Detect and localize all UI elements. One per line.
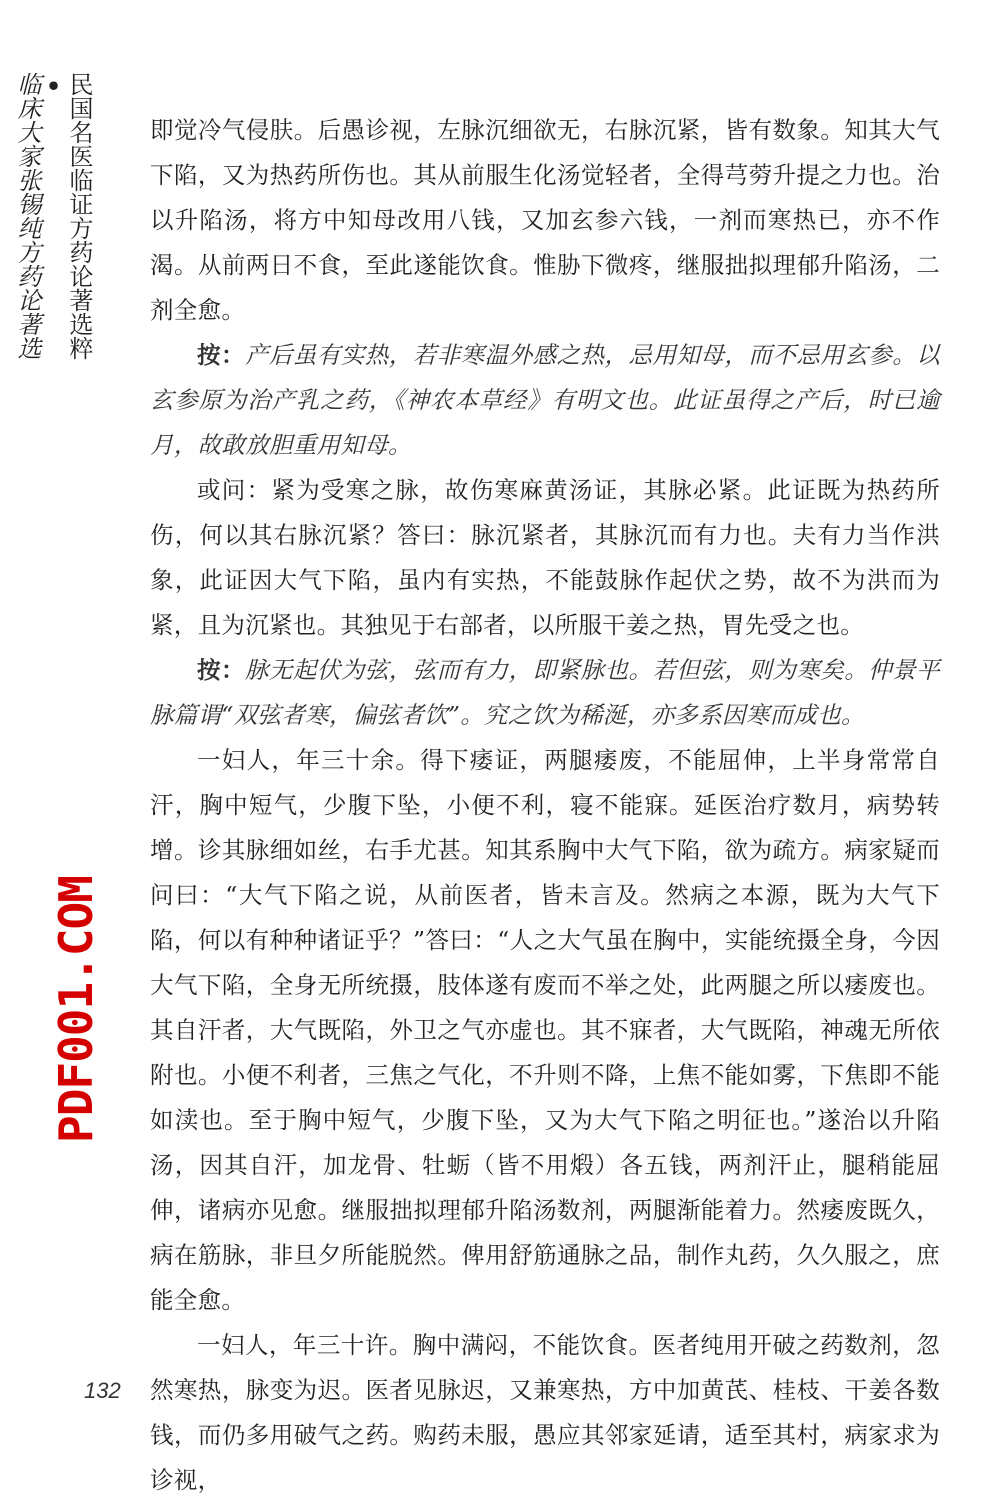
paragraph-text: 或问：紧为受寒之脉，故伤寒麻黄汤证，其脉必紧。此证既为热药所伤，何以其右脉沉紧？答曰：脉沉紧者，其脉沉而有力也。夫有力当作洪象，此证因大气下陷，虽内有实热，不能鼓脉作起伏之势，故不为洪而为紧，且为沉紧也。其独见于右部者，以所服干姜之热，胃先受之也。 [150, 476, 940, 639]
running-header [13, 72, 93, 360]
note-paragraph-2 [150, 648, 940, 738]
title-separator: • [39, 72, 68, 101]
series-title: 民国名医临证方药论著选粹 [65, 72, 93, 360]
paragraph-2 [150, 468, 940, 648]
paragraph-3 [150, 738, 940, 1323]
paragraph-text: 即觉冷气侵肤。后愚诊视，左脉沉细欲无，右脉沉紧，皆有数象。知其大气下陷，又为热药所伤也。其从前服生化汤觉轻者，全得芎䓖升提之力也。治以升陷汤，将方中知母改用八钱，又加玄参六钱，一剂而寒热已，亦不作渴。从前两日不食，至此遂能饮食。惟胁下微疼，继服拙拟理郁升陷汤，二剂全愈。 [150, 116, 940, 324]
note-text: 脉无起伏为弦，弦而有力，即紧脉也。若但弦，则为寒矣。仲景平脉篇谓“双弦者寒，偏弦者饮”。究之饮为稀涎，亦多系因寒而成也。 [150, 656, 940, 729]
note-paragraph-1 [150, 333, 940, 468]
paragraph-text: 一妇人，年三十余。得下痿证，两腿痿废，不能屈伸，上半身常常自汗，胸中短气，少腹下坠，小便不利，寝不能寐。延医治疗数月，病势转增。诊其脉细如丝，右手尤甚。知其系胸中大气下陷，欲为疏方。病家疑而问曰：“大气下陷之说，从前医者，皆未言及。然病之本源，既为大气下陷，何以有种种诸证乎？”答曰：“人之大气虽在胸中，实能统摄全身，今因大气下陷，全身无所统摄，肢体遂有废而不举之处，此两腿之所以痿废也。其自汗者，大气既陷，外卫之气亦虚也。其不寐者，大气既陷，神魂无所依附也。小便不利者，三焦之气化，不升则不降，上焦不能如雾，下焦即不能如渎也。至于胸中短气，少腹下坠，又为大气下陷之明征也。”遂治以升陷汤，因其自汗，加龙骨、牡蛎（皆不用煅）各五钱，两剂汗止，腿稍能屈伸，诸病亦见愈。继服拙拟理郁升陷汤数剂，两腿渐能着力。然痿废既久，病在筋脉，非旦夕所能脱然。俾用舒筋通脉之品，制作丸药，久久服之，庶能全愈。 [150, 746, 940, 1314]
paragraph-text: 一妇人，年三十许。胸中满闷，不能饮食。医者纯用开破之药数剂，忽然寒热，脉变为迟。医者见脉迟，又兼寒热，方中加黄芪、桂枝、干姜各数钱，而仍多用破气之药。购药未服，愚应其邻家延请，适至其村，病家求为诊视， [150, 1331, 940, 1494]
paragraph-1 [150, 108, 940, 333]
page-body [150, 108, 940, 1503]
book-title: 临床大家张锡纯方药论著选 [13, 72, 41, 360]
paragraph-4 [150, 1323, 940, 1503]
watermark: PDF001.COM [49, 876, 103, 1144]
note-text: 产后虽有实热，若非寒温外感之热，忌用知母，而不忌用玄参。以玄参原为治产乳之药，《神农本草经》有明文也。此证虽得之产后，时已逾月，故敢放胆重用知母。 [150, 341, 940, 459]
page-number: 132 [84, 1378, 121, 1403]
note-label: 按： [197, 656, 245, 684]
note-label: 按： [197, 341, 245, 369]
